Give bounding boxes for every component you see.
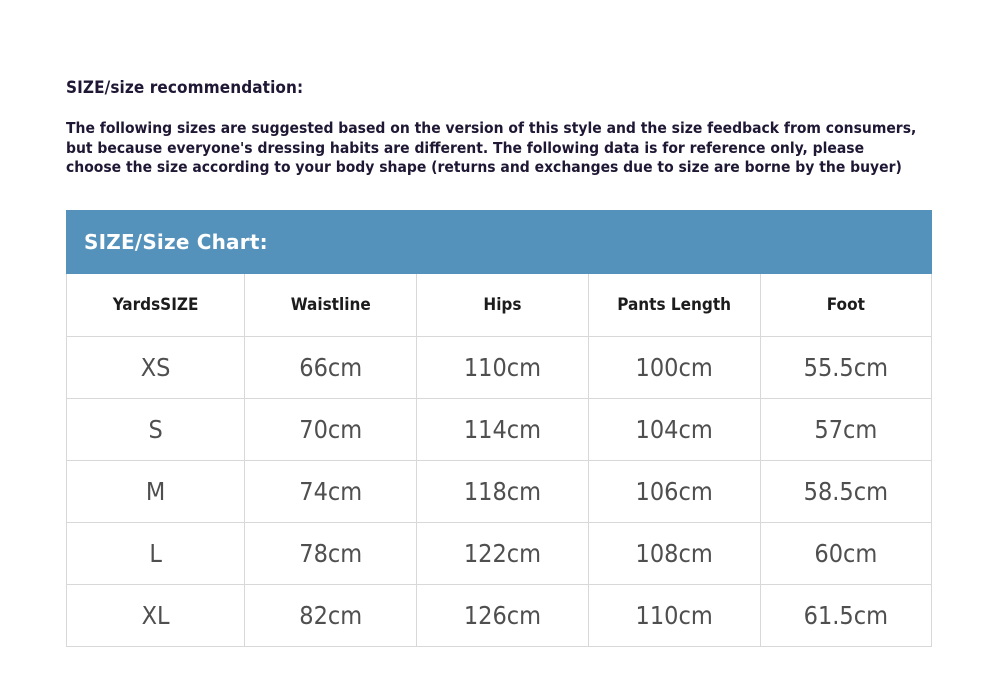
table-row xyxy=(67,461,932,523)
waistline-cell: 74cm xyxy=(245,461,417,523)
size-disclaimer-text xyxy=(66,119,932,178)
size-chart-table xyxy=(66,274,932,648)
column-header-waistline: Waistline xyxy=(245,274,417,337)
foot-cell: 60cm xyxy=(760,523,931,585)
foot-cell: 57cm xyxy=(760,399,931,461)
column-header-yards-size: YardsSIZE xyxy=(67,274,245,337)
column-header-pants-length: Pants Length xyxy=(588,274,760,337)
disclaimer-line: but because everyone's dressing habits are different. The following data is for reference only, please xyxy=(66,138,865,157)
disclaimer-line: The following sizes are suggested based on the version of this style and the size feedback from consumers, xyxy=(66,119,917,137)
waistline-cell: 78cm xyxy=(245,523,417,585)
size-cell: XL xyxy=(67,585,245,647)
waistline-cell: 66cm xyxy=(245,337,417,399)
foot-cell: 58.5cm xyxy=(760,461,931,523)
pants-length-cell: 106cm xyxy=(588,461,760,523)
table-header-row xyxy=(67,274,932,337)
foot-cell: 55.5cm xyxy=(760,337,931,399)
pants-length-cell: 108cm xyxy=(588,523,760,585)
size-cell: XS xyxy=(67,337,245,399)
size-cell: M xyxy=(67,461,245,523)
hips-cell: 122cm xyxy=(417,523,588,585)
pants-length-cell: 104cm xyxy=(588,399,760,461)
hips-cell: 114cm xyxy=(417,399,588,461)
table-row xyxy=(67,585,932,647)
disclaimer-line: choose the size according to your body shape (returns and exchanges due to size are borne by the buyer) xyxy=(66,158,902,176)
waistline-cell: 82cm xyxy=(245,585,417,647)
waistline-cell: 70cm xyxy=(245,399,417,461)
table-row xyxy=(67,337,932,399)
hips-cell: 118cm xyxy=(417,461,588,523)
hips-cell: 110cm xyxy=(417,337,588,399)
foot-cell: 61.5cm xyxy=(760,585,931,647)
hips-cell: 126cm xyxy=(417,585,588,647)
table-row xyxy=(67,399,932,461)
size-cell: L xyxy=(67,523,245,585)
column-header-hips: Hips xyxy=(417,274,588,337)
column-header-foot: Foot xyxy=(760,274,931,337)
size-chart-header-band xyxy=(66,210,932,274)
pants-length-cell: 110cm xyxy=(588,585,760,647)
size-cell: S xyxy=(67,399,245,461)
table-row xyxy=(67,523,932,585)
page-title: SIZE/size recommendation: xyxy=(66,78,304,98)
size-chart-title: SIZE/Size Chart: xyxy=(84,229,268,254)
pants-length-cell: 100cm xyxy=(588,337,760,399)
